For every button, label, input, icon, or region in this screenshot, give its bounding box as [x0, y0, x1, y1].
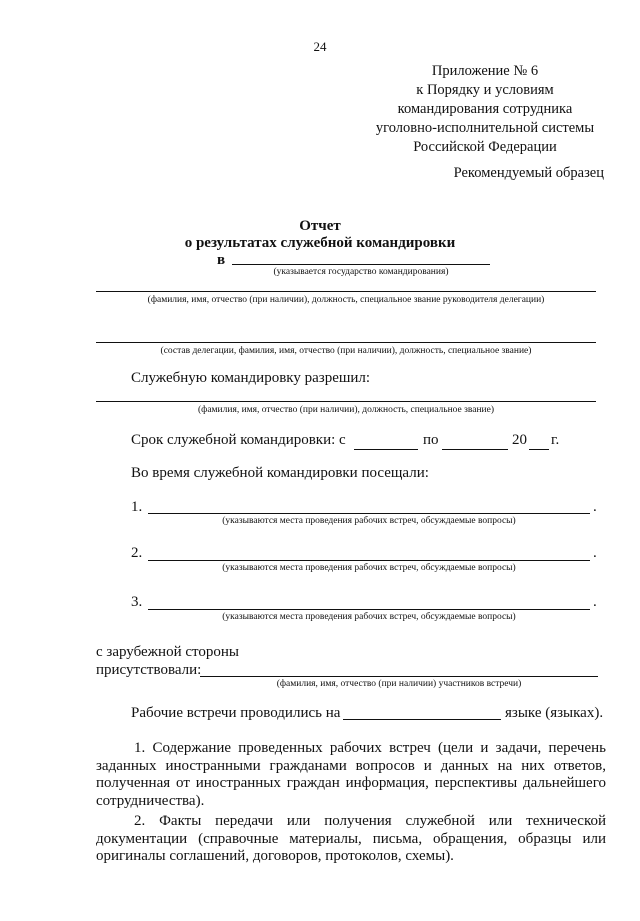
item-1-field-line[interactable] — [148, 513, 590, 514]
item-2-end: . — [593, 545, 597, 561]
head-field-line[interactable] — [96, 291, 596, 292]
report-title: Отчет — [299, 218, 341, 234]
item-1-end: . — [593, 499, 597, 515]
head-caption: (фамилия, имя, отчество (при наличии), должность, специальное звание руководителя делегации) — [147, 295, 545, 305]
country-caption: (указывается государство командирования) — [273, 267, 449, 277]
paragraph-2: 2. Факты передачи или получения служебной или технической документации (справочные материалы, письма, обращения, образцы или оригиналы соглашений, договоров, протоколов, схемы). — [96, 813, 606, 864]
visited-label: Во время служебной командировки посещали: — [131, 465, 429, 481]
recommended-sample-label: Рекомендуемый образец — [453, 165, 604, 181]
appendix-line-5: Российской Федерации — [413, 139, 557, 155]
foreign-caption: (фамилия, имя, отчество (при наличии) участников встречи) — [276, 679, 522, 689]
appendix-line-2: к Порядку и условиям — [416, 82, 554, 98]
foreign-side-label: с зарубежной стороны — [96, 644, 239, 660]
paragraph-1: 1. Содержание проведенных рабочих встреч (цели и задачи, перечень заданных иностранными гражданами вопросов и данных на них ответов, полученная от иностранных граждан информация, перспективы дальнейшего сотрудничества). — [96, 740, 606, 809]
item-1-caption: (указываются места проведения рабочих встреч, обсуждаемые вопросы) — [222, 516, 516, 526]
authorized-label: Служебную командировку разрешил: — [131, 370, 371, 386]
term-label: Срок служебной командировки: с — [131, 432, 346, 448]
page-number: 24 — [313, 39, 327, 54]
term-to-label: по — [423, 432, 439, 448]
appendix-header — [340, 62, 630, 157]
delegation-caption: (состав делегации, фамилия, имя, отчество (при наличии), должность, специальное звание) — [160, 346, 532, 356]
item-3-number: 3. — [131, 594, 143, 610]
item-2-caption: (указываются места проведения рабочих встреч, обсуждаемые вопросы) — [222, 563, 516, 573]
language-field-line[interactable] — [343, 719, 501, 720]
foreign-present-label: присутствовали: — [96, 662, 202, 678]
country-field-line[interactable] — [232, 264, 490, 265]
appendix-line-1: Приложение № 6 — [431, 63, 539, 79]
item-3-caption: (указываются места проведения рабочих встреч, обсуждаемые вопросы) — [222, 612, 516, 622]
authorizer-caption: (фамилия, имя, отчество (при наличии), должность, специальное звание) — [198, 405, 494, 415]
term-year-prefix: 20 — [512, 432, 527, 448]
language-label: Рабочие встречи проводились на — [131, 705, 341, 721]
authorizer-field-line[interactable] — [96, 401, 596, 402]
foreign-participants-field-line[interactable] — [200, 676, 598, 677]
term-year-field[interactable] — [529, 449, 549, 450]
language-suffix: языке (языках). — [505, 705, 604, 721]
country-prefix: в — [217, 252, 226, 268]
appendix-line-4: уголовно-исполнительной системы — [375, 120, 595, 136]
term-start-field[interactable] — [354, 449, 418, 450]
term-year-suffix: г. — [551, 432, 560, 448]
item-1-number: 1. — [131, 499, 143, 515]
item-2-number: 2. — [131, 545, 143, 561]
term-end-field[interactable] — [442, 449, 508, 450]
item-3-field-line[interactable] — [148, 609, 590, 610]
item-2-field-line[interactable] — [148, 560, 590, 561]
appendix-line-3: командирования сотрудника — [397, 101, 573, 117]
delegation-field-line[interactable] — [96, 342, 596, 343]
report-subtitle: о результатах служебной командировки — [184, 235, 456, 251]
item-3-end: . — [593, 594, 597, 610]
